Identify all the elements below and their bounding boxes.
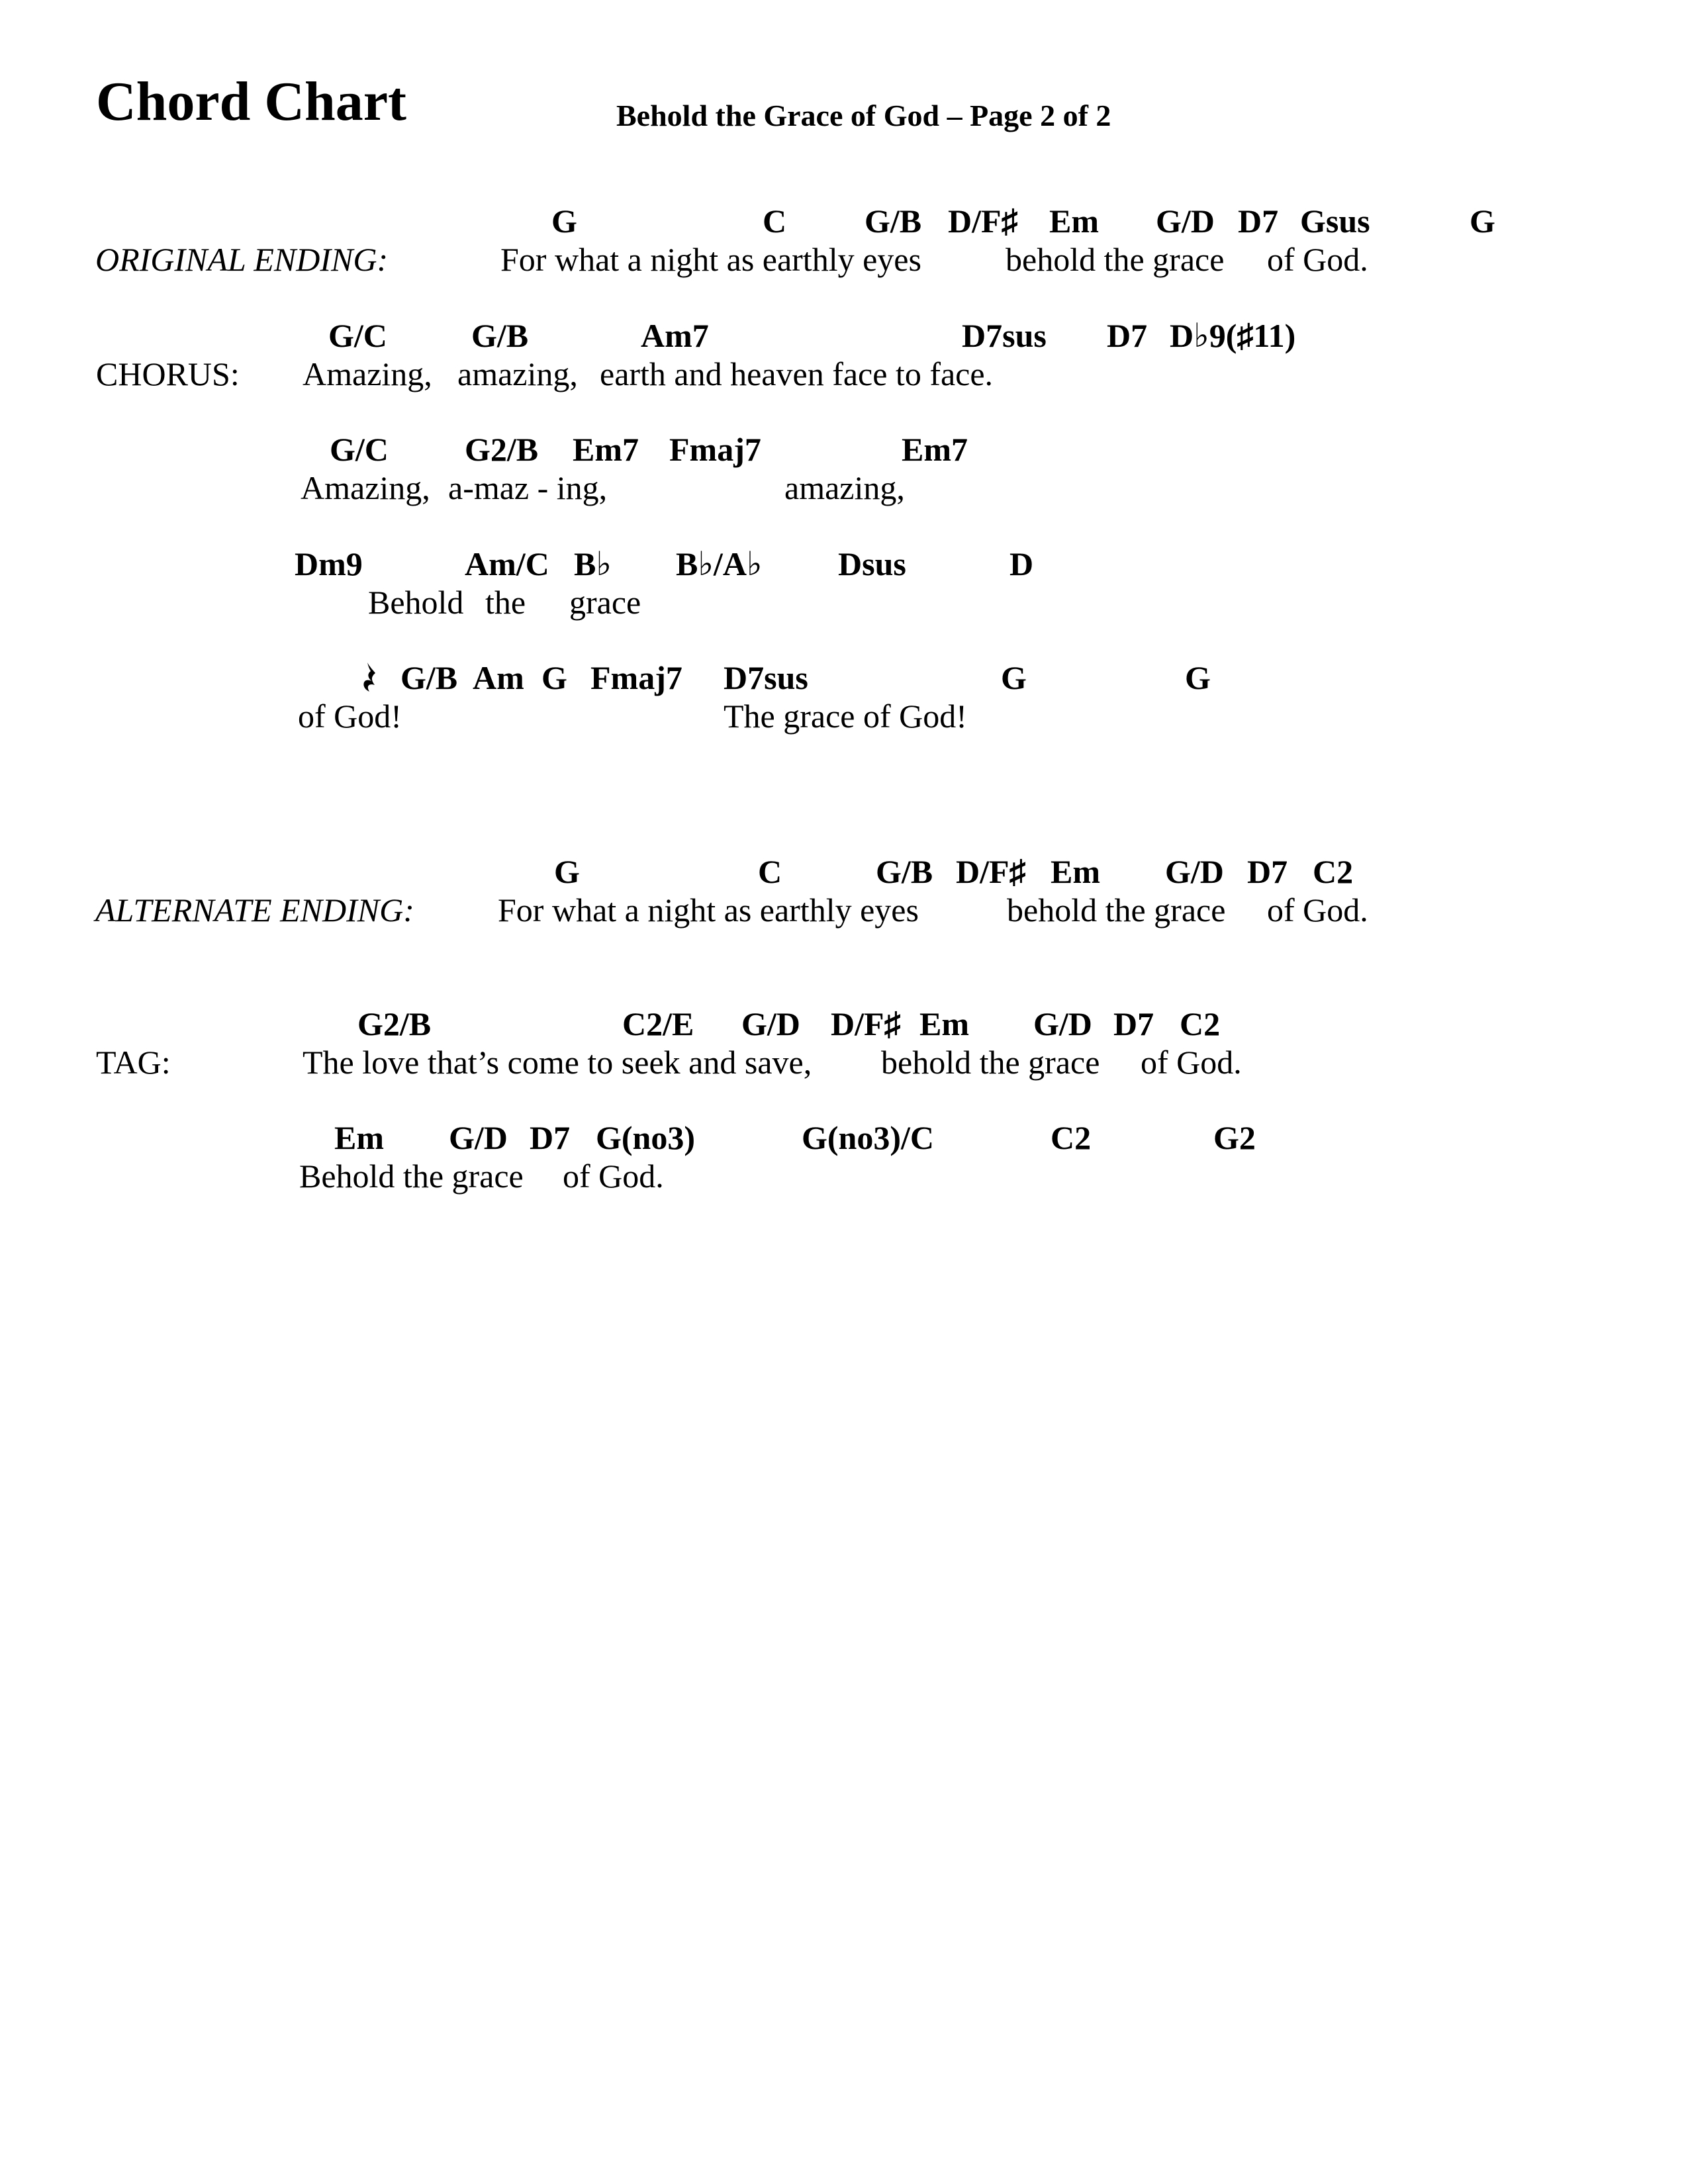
chord-symbol: Dm9 — [295, 545, 363, 582]
chord-symbol: G — [1185, 659, 1211, 696]
lyric-segment: the — [485, 584, 526, 621]
chord-symbol: G(no3)/C — [802, 1119, 934, 1156]
chord-symbol: G/C — [328, 317, 387, 354]
lyric-segment: of God! — [298, 698, 402, 735]
chord-symbol: G — [1470, 203, 1495, 240]
chord-symbol: Am/C — [465, 545, 549, 582]
chord-symbol: G2 — [1213, 1119, 1256, 1156]
chord-line — [0, 201, 1688, 242]
chord-symbol: D7 — [1113, 1005, 1154, 1042]
lyric-segment: The love that’s come to seek and save, — [303, 1044, 812, 1081]
chord-symbol: G/B — [400, 659, 458, 696]
lyric-segment: behold the grace — [1007, 891, 1226, 929]
section-label: ALTERNATE ENDING: — [95, 891, 414, 929]
section-label: CHORUS: — [96, 355, 240, 392]
lyric-segment: of God. — [563, 1158, 664, 1195]
chord-symbol: C — [758, 853, 782, 890]
chord-symbol: G2/B — [357, 1005, 432, 1042]
chord-symbol: D — [1009, 545, 1034, 582]
chord-symbol: Am7 — [641, 317, 709, 354]
lyric-line — [0, 582, 1688, 623]
chord-symbol: Em — [334, 1119, 384, 1156]
chord-symbol: G/D — [741, 1005, 800, 1042]
lyric-segment: amazing, — [784, 469, 905, 506]
lyric-line — [0, 1156, 1688, 1197]
lyric-line — [0, 239, 1688, 280]
lyric-segment: Amazing, — [303, 355, 432, 392]
chord-symbol: G/D — [1033, 1005, 1092, 1042]
chord-symbol: G — [551, 203, 577, 240]
lyric-segment: grace — [569, 584, 641, 621]
chord-symbol: D7 — [1107, 317, 1148, 354]
page-title: Chord Chart — [96, 71, 407, 132]
chord-symbol: G/B — [865, 203, 922, 240]
chord-symbol: B♭/A♭ — [676, 545, 763, 582]
lyric-segment: The grace of God! — [724, 698, 967, 735]
chord-symbol: Em — [1051, 853, 1100, 890]
chord-symbol: Em — [919, 1005, 969, 1042]
section-label: ORIGINAL ENDING: — [95, 241, 389, 278]
chord-symbol: B♭ — [574, 545, 612, 582]
lyric-segment: a-maz - ing, — [448, 469, 608, 506]
chord-symbol: Em — [1049, 203, 1099, 240]
chord-symbol: G/D — [1156, 203, 1215, 240]
lyric-segment: Behold the grace — [299, 1158, 524, 1195]
chord-symbol: Em7 — [573, 431, 639, 468]
section-label: TAG: — [96, 1044, 171, 1081]
chord-symbol: G/D — [449, 1119, 508, 1156]
chord-symbol: Fmaj7 — [669, 431, 761, 468]
lyric-segment: behold the grace — [881, 1044, 1100, 1081]
chord-symbol: D/F♯ — [831, 1005, 901, 1042]
chord-line — [0, 1117, 1688, 1158]
lyric-segment: of God. — [1267, 241, 1368, 278]
lyric-line — [0, 889, 1688, 931]
chord-symbol: G/D — [1165, 853, 1224, 890]
chord-symbol: G/C — [330, 431, 389, 468]
chord-symbol: G(no3) — [596, 1119, 695, 1156]
lyric-segment: amazing, — [457, 355, 578, 392]
lyric-segment: Behold — [368, 584, 464, 621]
chord-symbol: D7 — [1247, 853, 1288, 890]
quarter-rest-icon — [363, 662, 383, 696]
chord-line — [0, 851, 1688, 892]
lyric-segment: For what a night as earthly eyes — [498, 891, 919, 929]
chord-symbol: C2 — [1051, 1119, 1092, 1156]
chord-symbol: C2 — [1313, 853, 1354, 890]
chord-symbol: Am — [473, 659, 524, 696]
chord-symbol: D/F♯ — [956, 853, 1026, 890]
lyric-line — [0, 696, 1688, 737]
chord-symbol: D♭9(♯11) — [1170, 317, 1296, 354]
chord-symbol: D/F♯ — [948, 203, 1018, 240]
chord-line — [0, 543, 1688, 584]
chord-line — [0, 429, 1688, 470]
chord-line — [0, 315, 1688, 356]
lyric-line — [0, 1042, 1688, 1083]
lyric-line — [0, 353, 1688, 394]
chord-symbol: G/B — [876, 853, 933, 890]
chord-symbol: G — [554, 853, 580, 890]
chord-symbol: Dsus — [838, 545, 906, 582]
lyric-segment: For what a night as earthly eyes — [500, 241, 921, 278]
chord-symbol: C — [763, 203, 787, 240]
chord-symbol: D7 — [530, 1119, 571, 1156]
lyric-segment: of God. — [1267, 891, 1368, 929]
lyric-segment: Amazing, — [301, 469, 430, 506]
chord-symbol: G2/B — [465, 431, 539, 468]
chord-symbol: Em7 — [902, 431, 968, 468]
chord-line — [0, 1003, 1688, 1044]
chord-symbol: D7sus — [724, 659, 808, 696]
chord-symbol: G/B — [471, 317, 529, 354]
chord-symbol: D7sus — [962, 317, 1047, 354]
chord-symbol: G — [1001, 659, 1027, 696]
lyric-segment: earth and heaven face to face. — [600, 355, 994, 392]
chord-symbol: Gsus — [1300, 203, 1370, 240]
chord-symbol: D7 — [1238, 203, 1279, 240]
lyric-line — [0, 467, 1688, 508]
lyric-segment: behold the grace — [1006, 241, 1225, 278]
song-title-header: Behold the Grace of God – Page 2 of 2 — [616, 99, 1111, 132]
chord-symbol: Fmaj7 — [590, 659, 682, 696]
chord-symbol: G — [541, 659, 567, 696]
chord-symbol: C2 — [1180, 1005, 1221, 1042]
chord-line — [0, 657, 1688, 698]
lyric-segment: of God. — [1141, 1044, 1242, 1081]
chord-symbol: C2/E — [622, 1005, 694, 1042]
